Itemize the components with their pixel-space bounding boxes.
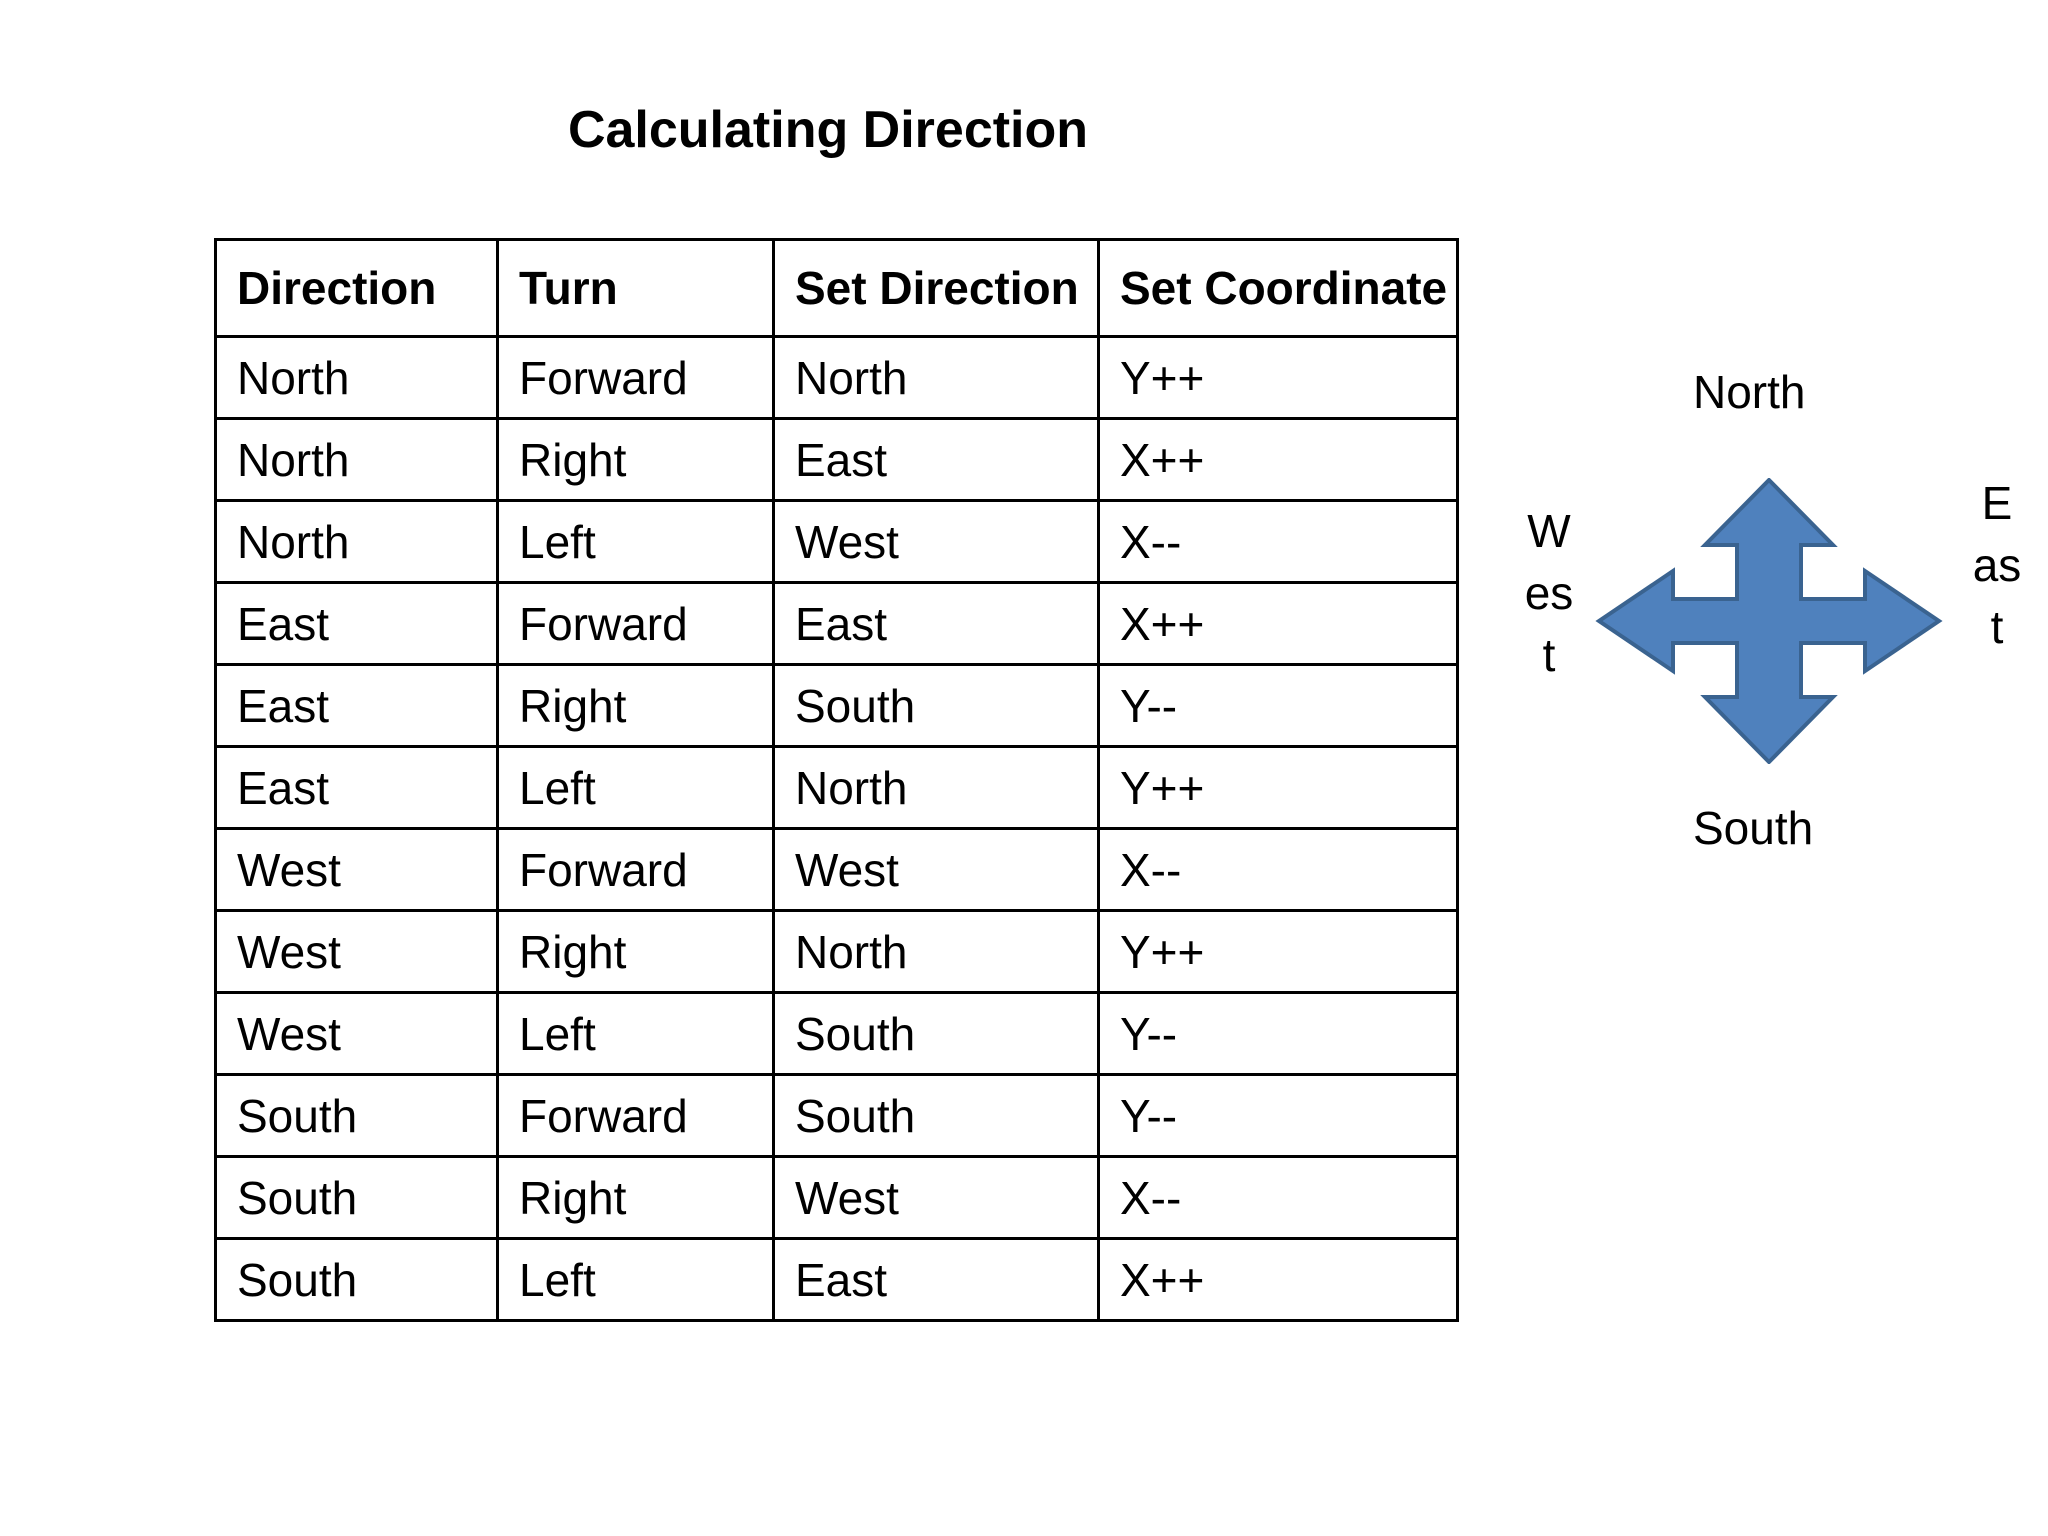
table-row [216,1075,1458,1157]
header-set-direction: Set Direction [774,240,1099,337]
four-way-arrow-icon [1594,478,1944,764]
compass-label-east: East [1972,477,2022,653]
cell-set-direction: West [774,829,1099,911]
cell-set-coordinate: Y++ [1099,337,1458,419]
cell-set-direction: North [774,911,1099,993]
page-title: Calculating Direction [567,101,1089,159]
cell-turn: Left [498,501,774,583]
cell-turn: Right [498,419,774,501]
cell-direction: East [216,583,498,665]
cell-set-coordinate: Y-- [1099,1075,1458,1157]
cell-set-direction: North [774,747,1099,829]
cell-direction: North [216,419,498,501]
cell-turn: Forward [498,583,774,665]
table-row [216,1239,1458,1321]
cell-turn: Left [498,993,774,1075]
table-row [216,911,1458,993]
cell-direction: South [216,1157,498,1239]
header-direction: Direction [216,240,498,337]
cell-turn: Forward [498,829,774,911]
table-row [216,829,1458,911]
cell-set-coordinate: X-- [1099,829,1458,911]
cell-set-direction: South [774,665,1099,747]
cell-set-coordinate: X++ [1099,1239,1458,1321]
table-row [216,583,1458,665]
compass-diagram [1500,350,2048,870]
table-row [216,419,1458,501]
cell-turn: Right [498,665,774,747]
cell-set-direction: South [774,993,1099,1075]
cell-set-coordinate: X-- [1099,1157,1458,1239]
cell-turn: Forward [498,1075,774,1157]
compass-label-north: North [1693,366,1806,418]
cell-set-coordinate: Y++ [1099,911,1458,993]
cell-turn: Right [498,1157,774,1239]
cell-set-direction: South [774,1075,1099,1157]
table-row [216,665,1458,747]
cell-direction: West [216,993,498,1075]
cell-set-coordinate: Y-- [1099,993,1458,1075]
cell-direction: West [216,911,498,993]
compass-label-south: South [1693,802,1814,854]
cell-set-coordinate: X-- [1099,501,1458,583]
cell-direction: West [216,829,498,911]
cell-set-direction: North [774,337,1099,419]
table-row [216,747,1458,829]
cell-direction: East [216,665,498,747]
cell-set-coordinate: X++ [1099,419,1458,501]
cell-turn: Forward [498,337,774,419]
cell-direction: South [216,1075,498,1157]
table-row [216,993,1458,1075]
cell-direction: East [216,747,498,829]
cell-set-direction: West [774,501,1099,583]
cell-set-direction: East [774,583,1099,665]
cell-set-coordinate: Y-- [1099,665,1458,747]
cell-turn: Left [498,747,774,829]
cell-direction: North [216,337,498,419]
cell-direction: South [216,1239,498,1321]
cell-set-direction: West [774,1157,1099,1239]
cell-set-direction: East [774,419,1099,501]
table-row [216,501,1458,583]
table-row [216,1157,1458,1239]
cell-direction: North [216,501,498,583]
cell-set-direction: East [774,1239,1099,1321]
cell-turn: Left [498,1239,774,1321]
direction-table [214,238,1459,1322]
cell-set-coordinate: X++ [1099,583,1458,665]
header-turn: Turn [498,240,774,337]
table-header-row [216,240,1458,337]
compass-label-west: West [1524,505,1574,681]
table-row [216,337,1458,419]
cell-turn: Right [498,911,774,993]
cell-set-coordinate: Y++ [1099,747,1458,829]
header-set-coordinate: Set Coordinate [1099,240,1458,337]
